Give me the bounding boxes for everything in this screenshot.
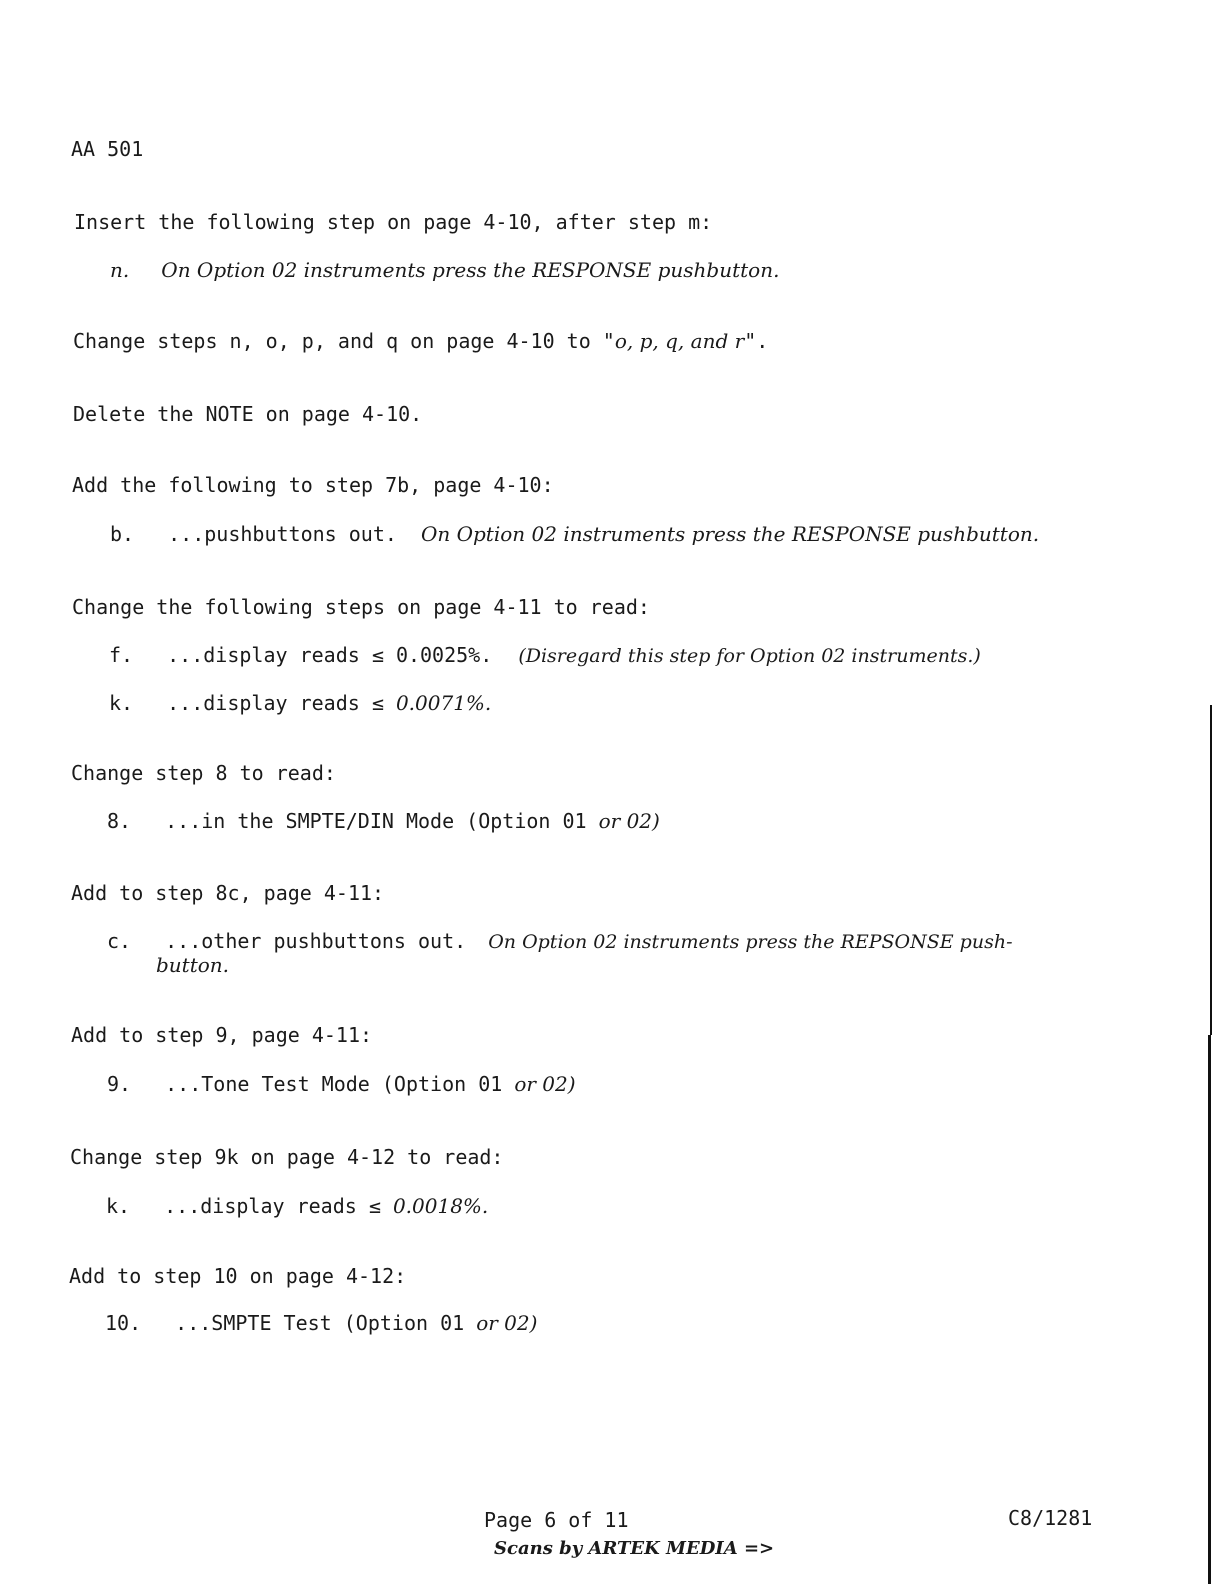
instruction-heading: Add to step 8c, page 4-11:	[71, 881, 385, 905]
step-text: ...in the SMPTE/DIN Mode (Option 01	[165, 809, 587, 833]
step-label: b.	[110, 522, 135, 546]
instruction-heading: Change step 9k on page 4-12 to read:	[70, 1145, 504, 1169]
instruction-heading: Add to step 9, page 4-11:	[71, 1023, 373, 1047]
page-number: Page 6 of 11	[484, 1508, 629, 1532]
step-value: 0.0025%.	[395, 643, 493, 667]
step-italic-text: On Option 02 instruments press the RESPONSE pushbutton.	[420, 522, 1040, 546]
step-item	[107, 1072, 576, 1096]
step-italic-text: or 02)	[476, 1311, 538, 1335]
step-item	[109, 643, 981, 668]
step-text: ...pushbuttons out.	[168, 522, 397, 546]
heading-text: Change steps n, o, p, and q on page 4-10 to "	[73, 329, 615, 353]
less-equal-symbol: ≤	[368, 1194, 381, 1218]
step-italic-text: On Option 02 instruments press the REPSONSE push-	[488, 931, 1013, 953]
step-label: n.	[110, 258, 130, 282]
heading-italic: o, p, q, and r	[614, 329, 745, 353]
heading-text-end: ".	[744, 329, 769, 353]
step-label: c.	[107, 929, 132, 953]
step-label: 10.	[105, 1311, 142, 1335]
step-continuation: button.	[156, 953, 230, 977]
document-code: C8/1281	[1008, 1506, 1093, 1530]
instruction-heading: Add to step 10 on page 4-12:	[69, 1264, 407, 1288]
step-label: k.	[106, 1194, 131, 1218]
step-item	[107, 809, 660, 833]
step-label: k.	[109, 691, 134, 715]
instruction-heading: Change step 8 to read:	[71, 761, 336, 785]
step-italic-text: (Disregard this step for Option 02 instruments.)	[518, 645, 981, 667]
step-italic-text: On Option 02 instruments press the RESPONSE pushbutton.	[161, 258, 780, 282]
scan-edge-line	[1208, 1035, 1211, 1584]
scan-edge-line	[1210, 705, 1212, 1035]
step-text: ...display reads	[167, 691, 360, 715]
step-item	[109, 691, 491, 715]
step-text: ...Tone Test Mode (Option 01	[165, 1072, 503, 1096]
scan-credit: Scans by ARTEK MEDIA =>	[494, 1538, 775, 1559]
step-item	[107, 929, 1013, 954]
step-value: 0.0018%.	[392, 1194, 489, 1218]
step-text: ...display reads	[164, 1194, 357, 1218]
less-equal-symbol: ≤	[371, 643, 384, 667]
step-label: 8.	[107, 809, 132, 833]
step-text: ...SMPTE Test (Option 01	[175, 1311, 465, 1335]
step-item	[106, 1194, 488, 1218]
step-item	[110, 522, 1039, 546]
instruction-heading: Add the following to step 7b, page 4-10:	[72, 473, 554, 497]
step-item	[110, 258, 779, 282]
step-italic-text: or 02)	[598, 809, 660, 833]
step-italic-text: or 02)	[514, 1072, 576, 1096]
instruction-heading	[73, 329, 768, 353]
step-text: ...other pushbuttons out.	[165, 929, 467, 953]
instruction-heading: Delete the NOTE on page 4-10.	[73, 402, 423, 426]
instruction-heading: Insert the following step on page 4-10, after step m:	[74, 210, 713, 234]
step-text: ...display reads	[167, 643, 360, 667]
step-label: 9.	[107, 1072, 132, 1096]
step-value: 0.0071%.	[395, 691, 492, 715]
step-label: f.	[109, 643, 134, 667]
instruction-heading: Change the following steps on page 4-11 to read:	[72, 595, 650, 619]
less-equal-symbol: ≤	[371, 691, 384, 715]
step-item	[105, 1311, 537, 1335]
page-header: AA 501	[71, 137, 144, 161]
